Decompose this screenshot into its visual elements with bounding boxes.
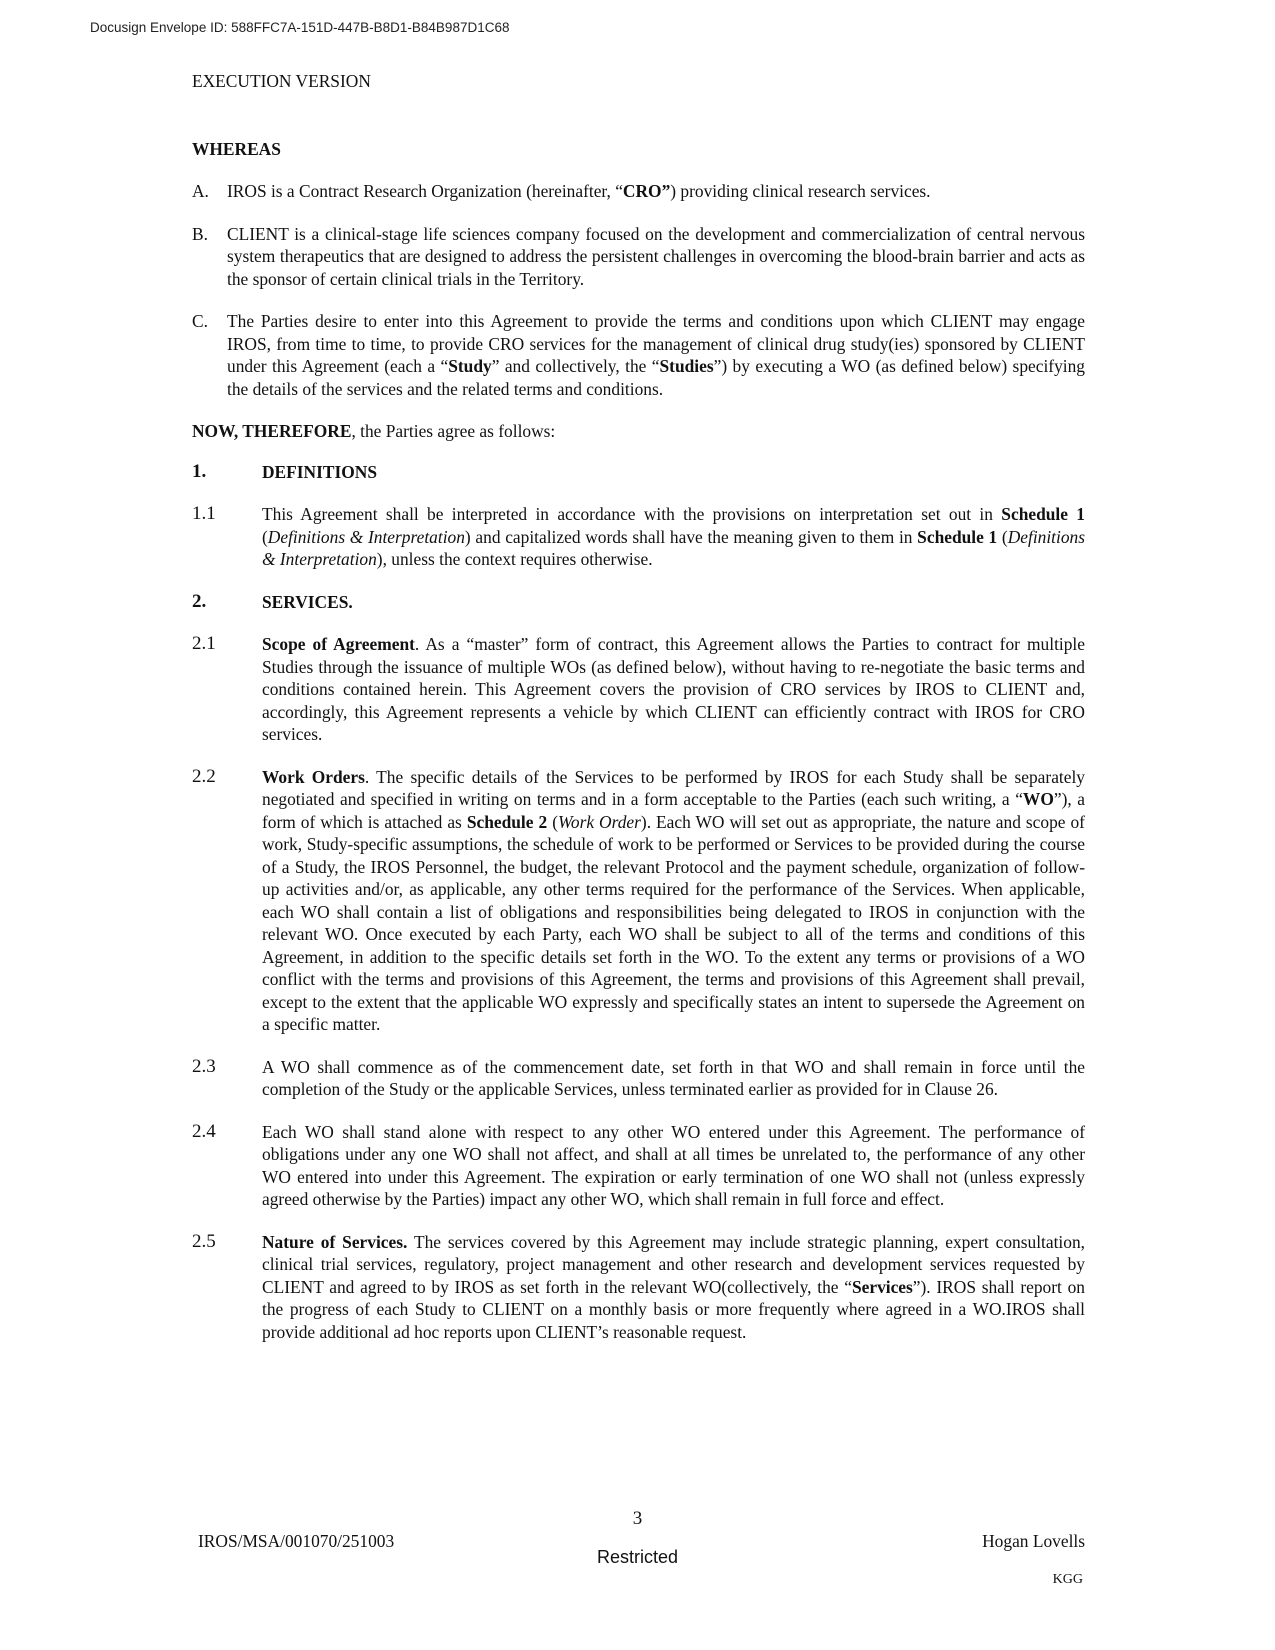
clause-number: 2.2 (192, 765, 216, 787)
clause-text: Nature of Services. The services covered by this Agreement may include strategic planning, expert consultation, clinical trial services, regulatory, project management and other research and development services requested by CLIENT and agreed to by IROS as set forth in the relevant WO(collectively, the “Services”). IROS shall report on the progress of each Study to CLIENT on a monthly basis or more frequently where agreed in a WO.IROS shall provide additional ad hoc reports upon CLIENT’s reasonable request. (262, 1231, 1085, 1342)
clause-text: A WO shall commence as of the commencement date, set forth in that WO and shall remain in force until the completion of the Study or the applicable Services, unless terminated earlier as provided for in Clause 26. (262, 1056, 1085, 1099)
initials: KGG (1052, 1572, 1083, 1587)
recital-b (192, 223, 1085, 291)
clause-2-5 (192, 1231, 1085, 1344)
recital-a (192, 180, 1085, 203)
clause-2-4 (192, 1121, 1085, 1211)
docusign-envelope-id: Docusign Envelope ID: 588FFC7A-151D-447B-B8D1-B84B987D1C68 (90, 20, 510, 35)
recital-letter: A. (192, 181, 209, 201)
clause-text: Each WO shall stand alone with respect to any other WO entered under this Agreement. The performance of obligations under any one WO shall not affect, and shall at all times be unrelated to, the performance of any other WO entered into under this Agreement. The expiration or early termination of one WO shall not (unless expressly agreed otherwise by the Parties) impact any other WO, which shall remain in full force and effect. (262, 1121, 1085, 1209)
clause-text: Scope of Agreement. As a “master” form of contract, this Agreement allows the Parties to contract for multiple Studies through the issuance of multiple WOs (as defined below), without having to re-negotiate the basic terms and conditions contained herein. This Agreement covers the provision of CRO services by IROS to CLIENT and, accordingly, this Agreement represents a vehicle by which CLIENT can efficiently contract with IROS for CRO services. (262, 634, 1085, 744)
section-number: 1. (192, 460, 207, 482)
section-heading-definitions (192, 461, 1085, 484)
clause-number: 2.4 (192, 1120, 216, 1142)
clause-2-1 (192, 633, 1085, 746)
clause-number: 2.5 (192, 1230, 216, 1252)
clause-number: 1.1 (192, 503, 216, 524)
now-therefore-line: NOW, THEREFORE, the Parties agree as follows: (192, 421, 556, 441)
recital-text: The Parties desire to enter into this Agreement to provide the terms and conditions upon which CLIENT may engage IROS, from time to time, to provide CRO services for the management of clinical drug study(ies) sponsored by CLIENT under this Agreement (each a “Study” and collectively, the “Studies”) by executing a WO (as defined below) specifying the details of the services and the related terms and conditions. (227, 311, 1085, 399)
recital-c (192, 310, 1085, 400)
section-title: SERVICES. (262, 591, 353, 612)
clause-number: 2.3 (192, 1055, 216, 1077)
recital-letter: C. (192, 311, 208, 331)
classification-label: Restricted (596, 1547, 679, 1567)
clause-text: Work Orders. The specific details of the Services to be performed by IROS for each Study shall be separately negotiated and specified in writing on terms and in a form acceptable to the Parties (each such writing, a “WO”), a form of which is attached as Schedule 2 (Work Order). Each WO will set out as appropriate, the nature and scope of work, Study-specific assumptions, the schedule of work to be performed or Services to be provided during the course of a Study, the IROS Personnel, the budget, the relevant Protocol and the payment schedule, organization of follow-up activities and/or, as applicable, any other terms required for the performance of the Services. When applicable, each WO shall contain a list of obligations and responsibilities being delegated to IROS in conjunction with the relevant WO. Once executed by each Party, each WO shall be subject to all of the terms and conditions of this Agreement, in addition to the specific details set forth in the WO. To the extent any terms or provisions of a WO conflict with the terms and provisions of this Agreement, the terms and provisions of this Agreement shall prevail, except to the extent that the applicable WO expressly and specifically states an intent to supersede the Agreement on a specific matter. (262, 766, 1085, 1034)
recital-text: CLIENT is a clinical-stage life sciences company focused on the development and commercialization of central nervous system therapeutics that are designed to address the persistent challenges in overcoming the blood-brain barrier and acts as the sponsor of certain clinical trials in the Territory. (227, 223, 1085, 289)
section-number: 2. (192, 590, 207, 612)
document-page (192, 70, 1085, 1363)
clause-2-2 (192, 766, 1085, 1036)
recital-letter: B. (192, 223, 208, 244)
section-title: DEFINITIONS (262, 461, 378, 482)
page-number: 3 (632, 1508, 643, 1529)
recital-text: IROS is a Contract Research Organization (hereinafter, “CRO”) providing clinical research services. (227, 181, 931, 201)
document-reference: IROS/MSA/001070/251003 (198, 1531, 395, 1551)
clause-2-3 (192, 1056, 1085, 1101)
clause-1-1 (192, 503, 1085, 571)
law-firm-name: Hogan Lovells (982, 1531, 1085, 1551)
clause-number: 2.1 (192, 633, 216, 654)
version-label: EXECUTION VERSION (192, 71, 371, 91)
clause-text: This Agreement shall be interpreted in accordance with the provisions on interpretation set out in Schedule 1 (Definitions & Interpretation) and capitalized words shall have the meaning given to them in Schedule 1 (Definitions & Interpretation), unless the context requires otherwise. (262, 504, 1086, 569)
section-heading-services (192, 591, 1085, 614)
whereas-heading: WHEREAS (192, 138, 281, 159)
